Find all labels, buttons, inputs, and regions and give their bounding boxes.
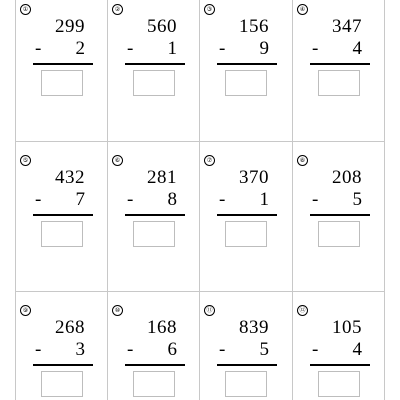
- subtrahend: 8: [167, 189, 177, 210]
- minuend: 560: [147, 16, 177, 37]
- minuend: 156: [239, 16, 269, 37]
- answer-rule: [310, 364, 370, 366]
- minus-sign: -: [35, 339, 42, 360]
- problem-number: ①: [20, 4, 31, 15]
- subtrahend: 2: [75, 38, 85, 59]
- minus-sign: -: [127, 189, 134, 210]
- problem-cell: [292, 0, 384, 148]
- answer-box[interactable]: [225, 70, 267, 96]
- minus-sign: -: [312, 38, 319, 59]
- answer-box[interactable]: [133, 371, 175, 397]
- problem-cell: [15, 301, 107, 400]
- grid-line: [384, 0, 385, 400]
- minuend: 281: [147, 167, 177, 188]
- answer-box[interactable]: [133, 70, 175, 96]
- problem-cell: [15, 0, 107, 148]
- answer-box[interactable]: [41, 371, 83, 397]
- problem-cell: [292, 151, 384, 299]
- answer-rule: [33, 63, 93, 65]
- problem-number: ⑦: [204, 155, 215, 166]
- answer-box[interactable]: [225, 221, 267, 247]
- problem-cell: [107, 0, 199, 148]
- problem-cell: [199, 0, 291, 148]
- answer-rule: [217, 63, 277, 65]
- subtrahend: 5: [352, 189, 362, 210]
- answer-rule: [125, 364, 185, 366]
- minus-sign: -: [35, 38, 42, 59]
- minuend: 347: [332, 16, 362, 37]
- problem-cell: [199, 301, 291, 400]
- problem-cell: [107, 301, 199, 400]
- minuend: 432: [55, 167, 85, 188]
- problem-cell: [292, 301, 384, 400]
- subtrahend: 6: [167, 339, 177, 360]
- minuend: 268: [55, 317, 85, 338]
- problem-cell: [199, 151, 291, 299]
- answer-box[interactable]: [318, 221, 360, 247]
- problem-number: ④: [297, 4, 308, 15]
- problem-number: ⑪: [204, 305, 215, 316]
- problem-number: ⑤: [20, 155, 31, 166]
- minuend: 208: [332, 167, 362, 188]
- answer-rule: [125, 214, 185, 216]
- subtrahend: 4: [352, 339, 362, 360]
- minuend: 168: [147, 317, 177, 338]
- minuend: 299: [55, 16, 85, 37]
- answer-rule: [33, 214, 93, 216]
- answer-rule: [217, 214, 277, 216]
- problem-number: ③: [204, 4, 215, 15]
- subtrahend: 7: [75, 189, 85, 210]
- subtrahend: 3: [75, 339, 85, 360]
- minus-sign: -: [35, 189, 42, 210]
- answer-box[interactable]: [133, 221, 175, 247]
- problem-number: ⑫: [297, 305, 308, 316]
- answer-rule: [125, 63, 185, 65]
- minus-sign: -: [219, 189, 226, 210]
- minus-sign: -: [312, 339, 319, 360]
- problem-number: ②: [112, 4, 123, 15]
- problem-number: ⑨: [20, 305, 31, 316]
- subtrahend: 1: [259, 189, 269, 210]
- answer-box[interactable]: [318, 371, 360, 397]
- problem-number: ⑥: [112, 155, 123, 166]
- answer-rule: [33, 364, 93, 366]
- minuend: 370: [239, 167, 269, 188]
- answer-box[interactable]: [41, 70, 83, 96]
- minuend: 839: [239, 317, 269, 338]
- answer-box[interactable]: [318, 70, 360, 96]
- answer-rule: [310, 63, 370, 65]
- answer-box[interactable]: [41, 221, 83, 247]
- subtrahend: 9: [259, 38, 269, 59]
- problem-number: ⑧: [297, 155, 308, 166]
- minus-sign: -: [312, 189, 319, 210]
- problem-cell: [15, 151, 107, 299]
- answer-box[interactable]: [225, 371, 267, 397]
- minus-sign: -: [219, 339, 226, 360]
- minus-sign: -: [127, 339, 134, 360]
- problem-number: ⑩: [112, 305, 123, 316]
- minuend: 105: [332, 317, 362, 338]
- minus-sign: -: [127, 38, 134, 59]
- answer-rule: [217, 364, 277, 366]
- answer-rule: [310, 214, 370, 216]
- minus-sign: -: [219, 38, 226, 59]
- subtrahend: 4: [352, 38, 362, 59]
- problem-cell: [107, 151, 199, 299]
- subtrahend: 1: [167, 38, 177, 59]
- subtrahend: 5: [259, 339, 269, 360]
